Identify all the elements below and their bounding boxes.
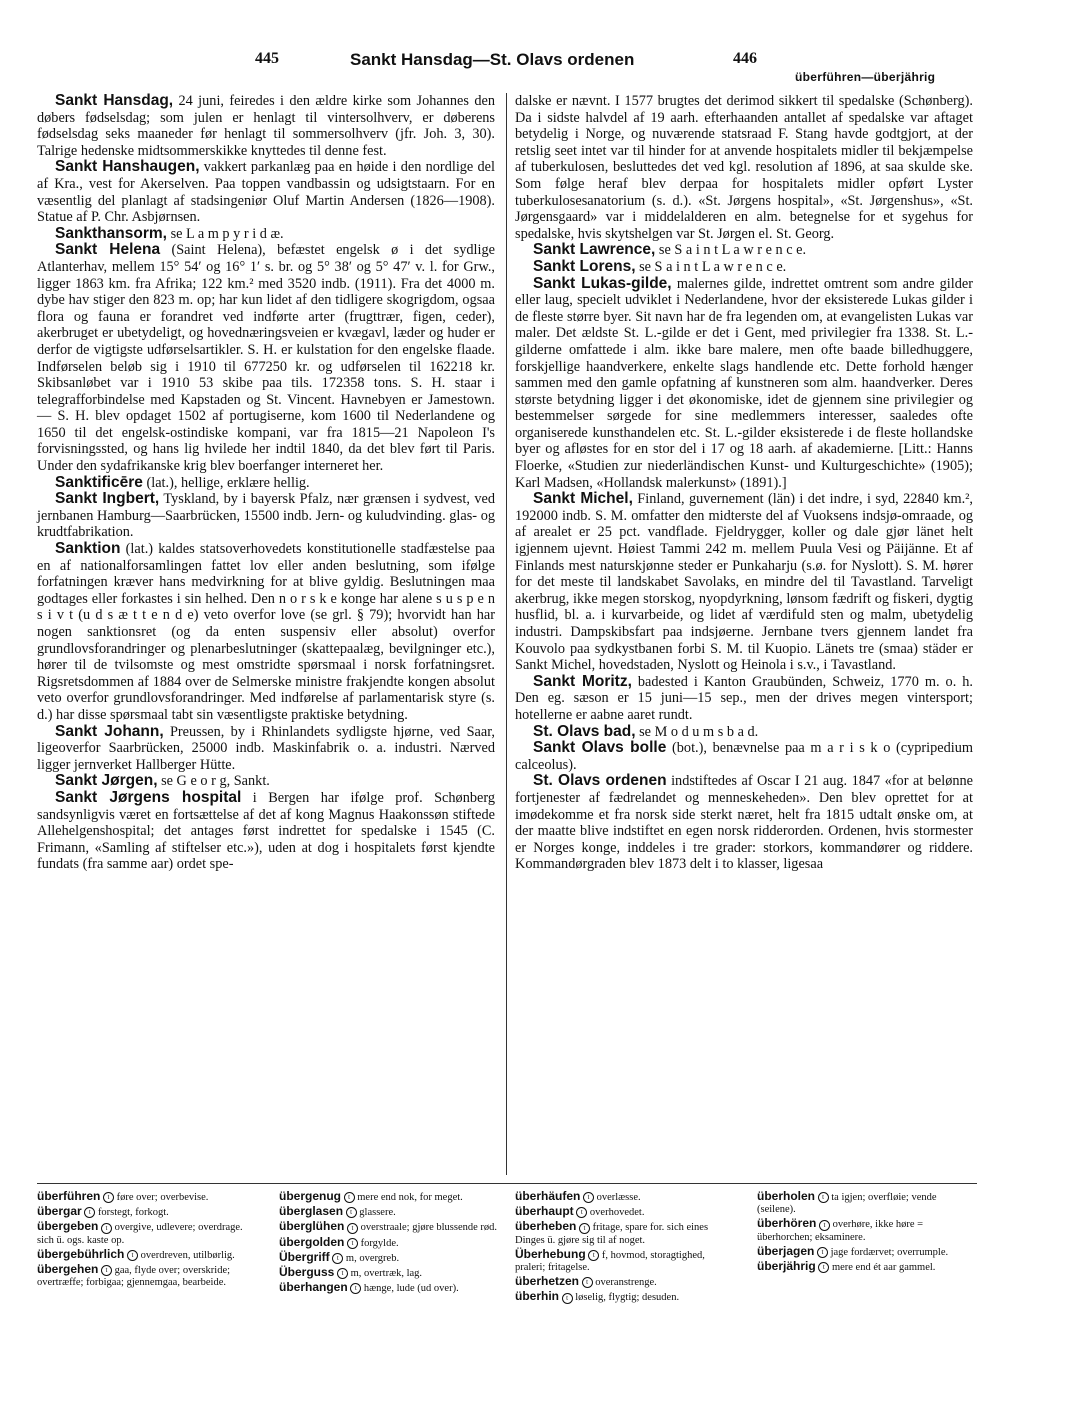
entry-text: Tyskland, by i bayersk Pfalz, nær grænsen i sydvest, ved jernbanen Hamburg—Saarbrücken, 15500 indb. Jern- og kuludvinding. glas- og krudtfabrikation.: [37, 491, 495, 541]
entry-headword: Sankt Lawrence,: [533, 241, 656, 259]
glossary-word: überhin: [515, 1289, 559, 1304]
entry-headword: Sankt Lukas-gilde,: [533, 274, 672, 292]
entry-text: badested i Kanton Graubünden, Schweiz, 1770 m. o. h. Den eg. sæson er 15 juni—15 sep., men der drives megen vintersport; hotellerne er aabne aaret rundt.: [515, 673, 974, 723]
german-mark-icon: t: [819, 1220, 830, 1231]
entry-headword: Sankthansorm,: [55, 224, 167, 242]
german-mark-icon: t: [579, 1223, 590, 1234]
glossary-word: überheben: [515, 1219, 577, 1234]
glossary-entry: [515, 1275, 735, 1289]
page-number-right: 446: [733, 50, 757, 67]
glossary-word: überführen: [37, 1189, 101, 1203]
dictionary-entry: [515, 276, 973, 492]
entry-text: se S a i n t L a w r e n c e.: [639, 258, 787, 275]
glossary-word: überglasen: [279, 1204, 344, 1219]
entry-text: i Bergen har ifølge prof. Schønberg sandsynligvis været en fortsættelse af det af kong Magnus Haakonssøn stiftede Allehelgenshospital; det antages først indrettet for spedalske i 1545 (C. Frimann, «Samling af stiftelser etc.»), uden at dog i hospitalets først kjendte fundats (fra samme aar) ordet spe-: [37, 789, 495, 873]
german-mark-icon: t: [818, 1192, 829, 1203]
glossary-definition: overgive, udlevere; overdrage. sich ü. ogs. kaste op.: [37, 1222, 243, 1246]
dictionary-entry: [37, 790, 495, 873]
column-divider: [506, 93, 507, 1175]
right-column: [515, 93, 973, 873]
glossary-entry: [279, 1236, 499, 1250]
german-mark-icon: t: [346, 1207, 357, 1218]
dictionary-entry: [515, 242, 973, 259]
footer-divider: [37, 1183, 977, 1184]
glossary-entry: [757, 1260, 977, 1274]
entry-headword: Sanktion: [55, 540, 121, 558]
glossary-definition: f, hovmod, storagtighed, praleri; fritagelse.: [515, 1249, 705, 1274]
glossary-word: überhäufen: [515, 1189, 581, 1203]
entry-text: (Saint Helena), befæstet engelsk ø i det sydlige Atlanterhav, mellem 15° 54′ og 16° 1′ s. br. og 5° 38′ og 5° 47′ v. l. for Grw., ligger 1863 km. fra Afrika; 122 km.² med 3520 indb. (1911). Fra det 4000 m. dybe hav stiger den 823 m. op; har kun lidet af den tidligere skogrigdom, ogsaa flora og fauna er forandret ved indførte arter (frugttrær, figen, ceder), akerbruget er ubetydeligt, og hovednæringsveien er kvægavl, læder og huder er derfor de vigtigste udførselsartikler. S. H. er kulstation for den engelske flaade. Indførselen beløb sig i 1910 til 677250 kr. og udførselen til 162218 kr. Skibsanløbet var i 1910 53 skibe paa tils. 172358 tons. S. H. staar i telegrafforbindelse med Kapstaden og St. Vincent. Havnebyen er Jamestown. — S. H. blev opdaget 1502 af portugiserne, kom 1600 til Nederlandene og 1650 til det engelsk-ostindiske kompani, var fra 1815—21 Napoleon I's forvisningssted, og hans lig hvilede her indtil 1840, da det blev ført til Paris. Under den sydafrikanske krig blev boerfanger interneret her.: [37, 242, 495, 475]
dictionary-entry: [37, 541, 495, 724]
glossary-word: überhangen: [279, 1280, 348, 1295]
glossary-word: übergehen: [37, 1262, 99, 1277]
glossary-entry: [37, 1220, 257, 1246]
german-mark-icon: t: [583, 1192, 594, 1203]
dictionary-entry: [515, 259, 973, 276]
glossary-entry: [37, 1190, 257, 1204]
entry-headword: Sankt Hanshaugen,: [55, 158, 200, 176]
glossary-entry: [279, 1266, 499, 1280]
glossary-definition: fritage, spare for. sich eines Dinges ü. gjøre sig til af noget.: [515, 1222, 709, 1246]
dictionary-entry: [515, 724, 973, 741]
glossary-word: überjagen: [757, 1243, 815, 1258]
dictionary-entry: [37, 242, 495, 474]
glossary-entry: [37, 1248, 257, 1262]
dictionary-entry: [37, 475, 495, 492]
entry-text: se S a i n t L a w r e n c e.: [658, 242, 807, 259]
glossary-entry: [37, 1263, 257, 1289]
german-mark-icon: t: [818, 1262, 829, 1273]
glossary-definition: forstegt, forkogt.: [97, 1207, 169, 1219]
dictionary-entry: [515, 674, 973, 724]
continuation-text: dalske er nævnt. I 1577 brugtes det derimod sikkert til spedalske (Schønberg). Da i sidste halvdel af 19 aarh. efterhaanden antallet af spedalske var aftaget betydelig i Norge, og nuværende statsraad F. Stang havde godtgjort, at der retslig seet intet var til hinder for at anvende hospitalets midler til bekjæmpelse af tuberkulosen, besluttedes det ved kgl. resolution af 1896, at saa skulde ske. Som følge heraf blev derpaa for hospitalets midler opført Lyster tuberkulosesanatorium (s. d.). «St. Jørgens hospital», «St. Jørgenshus», «St. Jørgensgaard» var i middelalderen en alm. betegnelse for et sygehus for spedalske, hvis skytshelgen var St. Jørgen el. St. Georg.: [515, 93, 973, 242]
glossary-definition: overdreven, utilbørlig.: [140, 1249, 235, 1261]
german-mark-icon: t: [347, 1223, 358, 1234]
glossary-word: überholen: [757, 1189, 816, 1203]
dictionary-entry: [37, 724, 495, 774]
glossary-entry: [279, 1205, 499, 1219]
dictionary-entry: [515, 773, 973, 873]
glossary-entry: [757, 1245, 977, 1259]
glossary-word: übergeben: [37, 1219, 99, 1234]
glossary-definition: forgylde.: [360, 1237, 399, 1249]
glossary-entry: [279, 1281, 499, 1295]
glossary-entry: [757, 1217, 977, 1243]
glossary-entry: [515, 1205, 735, 1219]
glossary-column-1: [37, 1190, 257, 1290]
running-title: Sankt Hansdag—St. Olavs ordenen: [350, 50, 635, 69]
german-mark-icon: t: [127, 1250, 138, 1261]
glossary-word: überhaupt: [515, 1204, 574, 1219]
entry-text: 24 juni, feiredes i den ældre kirke som Johannes den døbers fødselsdag; som julen er henlagt til vintersolhverv, er døberens fødselsdag seks maaneder før henlagt til sommersolhverv (jfr. Joh. 3, 30). Talrige hedenske midtsommerskikke knyttedes til denne fest.: [37, 93, 496, 159]
entry-headword: Sankt Johann,: [55, 722, 164, 740]
glossary-definition: m, overgreb.: [345, 1252, 400, 1264]
entry-headword: Sankt Lorens,: [533, 257, 636, 275]
entry-text: Preussen, by i Rhinlandets sydligste hjørne, ved Saar, ligeoverfor Saarbrücken, 25000 indb. Maskinfabrik o. a. industri. Nærved ligger jernverket Hallberger Hütte.: [37, 723, 495, 773]
glossary-definition: overanstrenge.: [595, 1277, 657, 1289]
entry-headword: Sankt Jørgen,: [55, 772, 158, 790]
german-mark-icon: t: [817, 1247, 828, 1258]
glossary-entry: [279, 1220, 499, 1234]
entry-text: indstiftedes af Oscar I 21 aug. 1847 «for at belønne fortjenester af fædrelandet og menneskeheden». Den blev oprettet for at imødekomme et fra norsk side sterkt næret, helt fra 1815 udtalt ønske om, at der maatte blive indstiftet en egen norsk ridderorden. Ordenen, hvis stormester er Norges konge, inddeles i tre grader: storkors, kommandører og riddere. Kommandørgraden blev 1873 delt i to klasser, ligesaa: [515, 773, 973, 873]
dictionary-entry: [37, 226, 495, 243]
glossary-entry: [757, 1190, 977, 1216]
german-mark-icon: t: [562, 1293, 573, 1304]
entry-headword: Sankt Ingbert,: [55, 490, 160, 508]
entry-headword: Sankt Jørgens hospital: [55, 788, 242, 806]
glossary-definition: gaa, flyde over; overskride; overtræffe; forbigaa; gjennemgaa, bearbeide.: [37, 1265, 231, 1289]
glossary-word: übergar: [37, 1204, 82, 1219]
dictionary-entry: [515, 740, 973, 773]
entry-text: (lat.), hellige, erklære hellig.: [146, 474, 310, 491]
glossary-entry: [279, 1190, 499, 1204]
glossary-entry: [515, 1190, 735, 1204]
glossary-definition: jage fordærvet; overrumple.: [830, 1246, 949, 1258]
entry-text: se G e o r g, Sankt.: [161, 773, 270, 790]
glossary-word: überjährig: [757, 1259, 816, 1274]
german-mark-icon: t: [344, 1192, 355, 1203]
german-mark-icon: t: [84, 1207, 95, 1218]
left-column: [37, 93, 495, 873]
german-mark-icon: t: [588, 1250, 599, 1261]
glossary-definition: føre over; overbevise.: [116, 1192, 209, 1203]
entry-text: (lat.) kaldes statsoverhovedets konstitutionelle stadfæstelse paa en af nationalforsamlingen fattet lov eller anden beslutning, som ifølge forfatningen kræver hans medvirkning for at blive gyldig. Beslutningen maa godtages eller forkastes i sin helhed. Den n o r s k e konge har alene s u s p e n s i v t (u d s æ t t e n d e) veto overfor love (se grl. § 79); hvorvidt han har nogen sanktionsret (og da enten suspensiv eller absolut) overfor grundlovsforandringer og plenarbeslutninger (skattepaalæg, bevilgninger etc.), hører til de tvilsomste og mest omstridte spørsmaal i norsk forfatningsret. Rigsretsdommen af 1884 over de Selmerske ministre frakjendte kongen absolut veto overfor grundlovsforandringer. Med indførelse af parlamentarisk styre (s. d.) har disse spørsmaal tabt sin væsentligste praktiske betydning.: [37, 541, 495, 723]
entry-headword: Sankt Hansdag,: [55, 92, 174, 109]
glossary-word: übergebührlich: [37, 1246, 125, 1261]
dictionary-entry: [37, 773, 495, 790]
glossary-word: Überguss: [279, 1265, 335, 1280]
glossary-entry: [515, 1248, 735, 1274]
glossary-definition: mere end ét aar gammel.: [831, 1262, 936, 1274]
german-mark-icon: t: [350, 1283, 361, 1294]
glossary-definition: ta igjen; overfløie; vende (seilene).: [757, 1192, 937, 1216]
glossary-word: überglühen: [279, 1219, 345, 1234]
dictionary-entry: [37, 491, 495, 541]
german-mark-icon: t: [582, 1277, 593, 1288]
glossary-word: überhören: [757, 1216, 817, 1231]
entry-headword: Sankt Moritz,: [533, 672, 632, 690]
glossary-entry: [279, 1251, 499, 1265]
glossary-definition: m, overtræk, lag.: [350, 1268, 423, 1280]
glossary-column-3: [515, 1190, 735, 1306]
german-mark-icon: t: [101, 1265, 112, 1276]
glossary-word: Überhebung: [515, 1246, 586, 1261]
glossary-definition: glassere.: [359, 1207, 396, 1219]
german-mark-icon: t: [337, 1268, 348, 1279]
entry-text: Finland, guvernement (län) i det indre, i syd, 22840 km.², 192000 indb. S. M. omfatter den midterste del af Vuoksens indsjø-omraade, og af arealet er 25 pct. vandflade. Fjeldrygger, koller og dale gjør länet helt igjennem ujevnt. Høiest Tammi 242 m. mellem Puula Vesi og Päijänne. Et af Finlands mest naturskjønne steder er Punkaharju (s.ø. for Nyslott). S. M. hører for det meste til landskabet Savolaks, en mindre del til Tavastland. Tarveligt akerbrug, ikke megen storskog, nyopdyrkning, lønsom fædrift og fiskeri, dygtig husflid, bl. a. i kurvarbeide, og lidet af værdifuld sten og malm, ubetydelig industri. Dampskibsfart paa indsjøerne. Jernbane tvers gjennem landet fra Kouvolo paa sydkystbanen forbi S. M. til Kuopio. Länets tre (smaa) städer er Sankt Michel, hovedstaden, Nyslott og Heinola i s.v., i Tavastland.: [515, 491, 974, 674]
entry-headword: Sankt Michel,: [533, 490, 633, 508]
glossary-definition: løselig, flygtig; desuden.: [575, 1292, 680, 1304]
german-mark-icon: t: [347, 1238, 358, 1249]
entry-headword: Sanktificēre: [55, 473, 143, 491]
page-number-left: 445: [255, 50, 279, 67]
glossary-entry: [37, 1205, 257, 1219]
glossary-definition: overlæsse.: [596, 1192, 641, 1203]
german-mark-icon: t: [101, 1223, 112, 1234]
german-mark-icon: t: [103, 1192, 114, 1203]
entry-text: se M o d u m s b a d.: [639, 723, 759, 740]
glossary-word: übergolden: [279, 1234, 345, 1249]
entry-text: se L a m p y r i d æ.: [170, 225, 284, 242]
dictionary-entry: [515, 491, 973, 674]
glossary-definition: hænge, lude (ud over).: [363, 1283, 459, 1295]
glossary-word: überhetzen: [515, 1274, 580, 1289]
entry-headword: Sankt Olavs bolle: [533, 739, 667, 757]
entry-text: (bot.), benævnelse paa m a r i s k o (cypripedium calceolus).: [515, 740, 974, 773]
dictionary-entry: [37, 159, 495, 225]
glossary-word: Übergriff: [279, 1249, 330, 1264]
glossary-definition: mere end nok, for meget.: [357, 1192, 463, 1203]
german-mark-icon: t: [332, 1253, 343, 1264]
entry-text: malernes gilde, indrettet omtrent som andre gilder eller laug, specielt udviklet i Nederlandene, hvor der eksisterede Lukas gilder i de fleste større byer. Sit navn har de fra legenden om, at evangelisten Lukas var maler. Det ældste St. L.-gilde er det i Gent, med privilegier fra 1338. St. L.-gilderne omfattede i alm. ikke bare malere, men ofte baade billedhuggere, forskjellige haandverkere, enkelte slags handlende etc. Dette forhold hænger sammen med den gamle opfatning af kunstneren som alm. haandverker. Deres største betydning ligger i det økonomiske, idet de gjennem sine privilegier og bestemmelser sørgede for sine medlemmers interesser, saaledes ofte organiserede kunsthandelen etc. St. L.-gilder eksisterede i de fleste hollandske byer og afløstes for en stor del i 17 og 18 aarh. af akademierne. [Litt.: Hanns Floerke, «Studien zur niederländischen Kunst- und Kulturgeschichte» (1905); Karl Madsen, «Hollandsk malerkunst» (1891).]: [515, 275, 974, 491]
dictionary-entry: [37, 93, 495, 159]
glossary-definition: overhøre, ikke høre = überhorchen; eksaminere.: [757, 1219, 924, 1243]
glossary-column-4: [757, 1190, 977, 1275]
entry-headword: St. Olavs ordenen: [533, 772, 667, 790]
glossary-entry: [515, 1290, 735, 1304]
german-mark-icon: t: [576, 1207, 587, 1218]
glossary-entry: [515, 1220, 735, 1246]
glossary-column-2: [279, 1190, 499, 1296]
glossary-definition: overstraale; gjøre blussende rød.: [360, 1222, 498, 1234]
guide-words: überführen—überjährig: [795, 70, 936, 84]
entry-text: vakkert parkanlæg paa en høide i den nordlige del af Kra., vest for Akerselven. Paa toppen vandbassin og udsigtstaarn. For en væsentlig del planlagt af stadsingeniør Oluf Martin Andersen (1826—1908). Statue af P. Chr. Asbjørnsen.: [37, 159, 495, 226]
glossary-definition: overhovedet.: [589, 1207, 645, 1219]
entry-headword: St. Olavs bad,: [533, 722, 636, 740]
entry-headword: Sankt Helena: [55, 241, 161, 259]
glossary-word: übergenug: [279, 1189, 341, 1203]
